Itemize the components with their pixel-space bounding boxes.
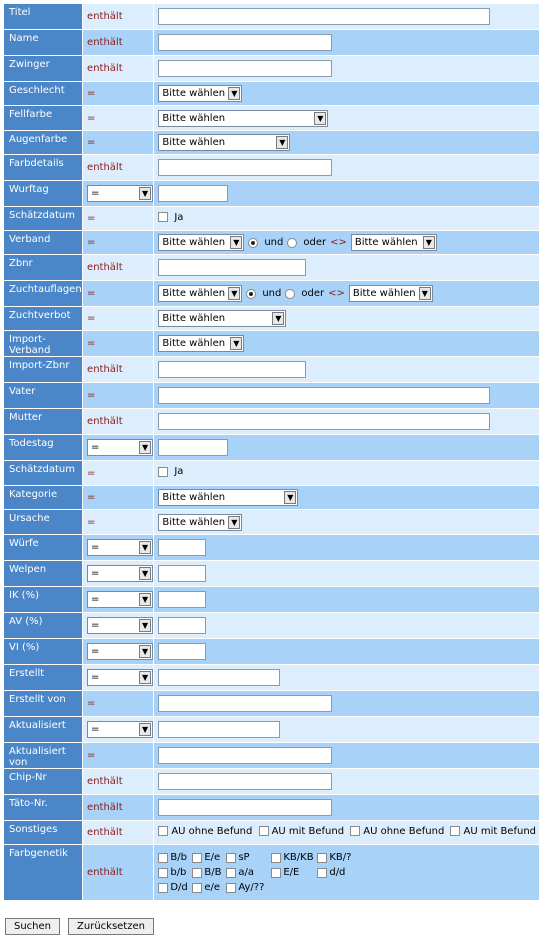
checkbox-label: KB/? xyxy=(329,852,352,863)
genetics-checkbox[interactable] xyxy=(158,852,192,863)
select-value: Bitte wählen xyxy=(162,338,226,349)
chevron-down-icon: ▼ xyxy=(284,491,296,504)
operator-label: = xyxy=(83,207,154,231)
select-value: Bitte wählen xyxy=(354,237,418,248)
row-farbgenetik xyxy=(4,845,540,901)
field-label: Aktualisiert von xyxy=(4,743,83,769)
ursache-select[interactable] xyxy=(158,514,242,531)
field-label: Zbnr xyxy=(4,255,83,281)
row-fellfarbe xyxy=(4,106,540,131)
genetics-checkbox[interactable] xyxy=(226,882,271,893)
field-label: Schätzdatum xyxy=(4,461,83,486)
zuchtauflagen-radio-und[interactable] xyxy=(246,288,281,299)
select-value: Bitte wählen xyxy=(162,112,226,124)
field-label: Geschlecht xyxy=(4,82,83,106)
aktualisiert-von-input[interactable] xyxy=(158,747,332,764)
field-label: Titel xyxy=(4,4,83,30)
field-label: Fellfarbe xyxy=(4,106,83,131)
row-sonstiges xyxy=(4,821,540,845)
field-label: VI (%) xyxy=(4,639,83,665)
field-label: Ursache xyxy=(4,510,83,535)
row-ursache xyxy=(4,510,540,535)
wuerfe-input[interactable] xyxy=(158,539,206,556)
search-form-table xyxy=(3,3,540,901)
radio-label: und xyxy=(264,237,284,248)
checkbox-icon xyxy=(158,826,168,836)
genetics-checkbox[interactable] xyxy=(317,867,357,878)
name-input[interactable] xyxy=(158,34,332,51)
row-geschlecht xyxy=(4,82,540,106)
schaetzdatum-checkbox-2[interactable] xyxy=(158,466,183,477)
row-name xyxy=(4,30,540,56)
checkbox-icon xyxy=(259,826,269,836)
row-erstellt xyxy=(4,665,540,691)
checkbox-label: d/d xyxy=(329,867,346,878)
operator-label: = xyxy=(83,82,154,106)
field-label: Wurftag xyxy=(4,181,83,207)
field-label: Augenfarbe xyxy=(4,131,83,155)
checkbox-label: Ja xyxy=(174,466,184,478)
genetics-checkbox[interactable] xyxy=(226,867,271,878)
field-label: Todestag xyxy=(4,435,83,461)
select-value: = xyxy=(91,188,100,199)
field-label: Täto-Nr. xyxy=(4,795,83,821)
field-label: Würfe xyxy=(4,535,83,561)
operator-label: enthält xyxy=(83,769,154,795)
row-wuerfe xyxy=(4,535,540,561)
select-value: = xyxy=(91,672,100,683)
field-label: Zwinger xyxy=(4,56,83,82)
operator-label: enthält xyxy=(83,821,154,845)
checkbox-icon xyxy=(192,883,202,893)
ik-operator-select[interactable] xyxy=(87,591,153,608)
row-wurftag xyxy=(4,181,540,207)
row-augenfarbe xyxy=(4,131,540,155)
checkbox-label: b/b xyxy=(170,867,187,878)
checkbox-icon xyxy=(158,467,168,477)
field-label: Chip-Nr xyxy=(4,769,83,795)
chevron-down-icon: ▼ xyxy=(314,112,326,125)
checkbox-icon xyxy=(158,212,168,222)
field-label: Import-Zbnr xyxy=(4,357,83,383)
field-label: Import-Verband xyxy=(4,331,83,357)
operator-label: = xyxy=(83,106,154,131)
field-label: Schätzdatum xyxy=(4,207,83,231)
row-av xyxy=(4,613,540,639)
checkbox-label: a/a xyxy=(238,867,254,878)
chevron-down-icon: ▼ xyxy=(423,236,435,249)
operator-label: enthält xyxy=(83,155,154,181)
zuchtauflagen-radio-oder[interactable] xyxy=(285,288,324,299)
select-value: Bitte wählen xyxy=(352,288,416,299)
zuchtauflagen-select-2[interactable] xyxy=(349,285,433,302)
field-label: Welpen xyxy=(4,561,83,587)
erstellt-von-input[interactable] xyxy=(158,695,332,712)
checkbox-label: AU ohne Befund xyxy=(171,825,253,837)
operator-label: = xyxy=(83,307,154,331)
aktualisiert-operator-select[interactable] xyxy=(87,721,153,738)
row-schaetzdatum xyxy=(4,207,540,231)
checkbox-icon xyxy=(450,826,460,836)
radio-icon xyxy=(287,238,297,248)
row-todestag xyxy=(4,435,540,461)
select-value: Bitte wählen xyxy=(162,237,226,248)
checkbox-icon xyxy=(158,853,168,863)
field-label: Farbgenetik xyxy=(4,845,83,901)
operator-label: enthält xyxy=(83,4,154,30)
checkbox-icon xyxy=(271,853,281,863)
chevron-down-icon: ▼ xyxy=(139,441,151,454)
welpen-input[interactable] xyxy=(158,565,206,582)
kategorie-select[interactable] xyxy=(158,489,298,506)
row-import-zbnr xyxy=(4,357,540,383)
row-vi xyxy=(4,639,540,665)
fellfarbe-select[interactable] xyxy=(158,110,328,127)
operator-label: enthält xyxy=(83,30,154,56)
field-label: IK (%) xyxy=(4,587,83,613)
sonstiges-checkbox[interactable] xyxy=(350,826,447,837)
checkbox-icon xyxy=(158,868,168,878)
chevron-down-icon: ▼ xyxy=(272,312,284,325)
chevron-down-icon: ▼ xyxy=(228,516,240,529)
select-value: = xyxy=(91,646,100,657)
row-welpen xyxy=(4,561,540,587)
row-mutter xyxy=(4,409,540,435)
radio-label: oder xyxy=(301,288,325,299)
vi-input[interactable] xyxy=(158,643,206,660)
select-value: = xyxy=(91,620,100,631)
augenfarbe-select[interactable] xyxy=(158,134,290,151)
genetics-checkbox[interactable] xyxy=(271,867,317,878)
select-value: = xyxy=(91,594,100,605)
reset-button[interactable]: Zurücksetzen xyxy=(68,918,154,935)
row-erstellt-von xyxy=(4,691,540,717)
radio-label: und xyxy=(262,288,282,299)
todestag-input[interactable] xyxy=(158,439,228,456)
sonstiges-checkbox[interactable] xyxy=(450,826,539,837)
select-value: = xyxy=(91,542,100,553)
field-label: AV (%) xyxy=(4,613,83,639)
checkbox-label: B/B xyxy=(204,867,222,878)
checkbox-icon xyxy=(317,853,327,863)
select-value: Bitte wählen xyxy=(162,137,226,148)
row-kategorie xyxy=(4,486,540,510)
chevron-down-icon: ▼ xyxy=(139,187,151,200)
chevron-down-icon: ▼ xyxy=(228,87,240,100)
schaetzdatum-checkbox[interactable] xyxy=(158,212,183,223)
zuchtverbot-select[interactable] xyxy=(158,310,286,327)
sonstiges-checkbox[interactable] xyxy=(158,826,255,837)
checkbox-icon xyxy=(226,868,236,878)
select-value: Bitte wählen xyxy=(162,492,226,503)
field-label: Zuchtauflagen xyxy=(4,281,83,307)
row-taeto-nr xyxy=(4,795,540,821)
genetics-checkbox[interactable] xyxy=(192,882,226,893)
chip-nr-input[interactable] xyxy=(158,773,332,790)
row-ik xyxy=(4,587,540,613)
checkbox-label: sP xyxy=(238,852,250,863)
chevron-down-icon: ▼ xyxy=(419,287,431,300)
checkbox-label: D/d xyxy=(170,882,188,893)
genetics-checkbox[interactable] xyxy=(317,852,357,863)
checkbox-label: KB/KB xyxy=(283,852,314,863)
operator-label: = xyxy=(83,743,154,769)
select-value: Bitte wählen xyxy=(162,88,226,99)
not-equal-label: <> xyxy=(330,237,347,248)
av-input[interactable] xyxy=(158,617,206,634)
row-titel xyxy=(4,4,540,30)
checkbox-label: AU mit Befund xyxy=(463,825,536,837)
vi-operator-select[interactable] xyxy=(87,643,153,660)
row-import-verband xyxy=(4,331,540,357)
checkbox-icon xyxy=(226,853,236,863)
operator-label: enthält xyxy=(83,795,154,821)
operator-label: enthält xyxy=(83,255,154,281)
operator-label: = xyxy=(83,231,154,255)
checkbox-icon xyxy=(350,826,360,836)
field-label: Farbdetails xyxy=(4,155,83,181)
form-buttons xyxy=(5,918,154,935)
radio-label: oder xyxy=(303,237,327,248)
row-zuchtauflagen xyxy=(4,281,540,307)
chevron-down-icon: ▼ xyxy=(230,236,242,249)
field-label: Zuchtverbot xyxy=(4,307,83,331)
select-value: Bitte wählen xyxy=(162,288,226,299)
av-operator-select[interactable] xyxy=(87,617,153,634)
import-zbnr-input[interactable] xyxy=(158,361,306,378)
chevron-down-icon: ▼ xyxy=(139,723,151,736)
select-value: Bitte wählen xyxy=(162,313,226,324)
operator-label: = xyxy=(83,281,154,307)
taeto-nr-input[interactable] xyxy=(158,799,332,816)
wuerfe-operator-select[interactable] xyxy=(87,539,153,556)
select-value: = xyxy=(91,442,100,453)
chevron-down-icon: ▼ xyxy=(139,619,151,632)
sonstiges-checkbox[interactable] xyxy=(259,826,348,837)
row-aktualisiert-von xyxy=(4,743,540,769)
verband-radio-und[interactable] xyxy=(248,237,283,248)
erstellt-operator-select[interactable] xyxy=(87,669,153,686)
chevron-down-icon: ▼ xyxy=(139,567,151,580)
farbdetails-input[interactable] xyxy=(158,159,332,176)
genetics-checkbox[interactable] xyxy=(192,867,226,878)
genetics-checkbox[interactable] xyxy=(158,882,192,893)
field-label: Kategorie xyxy=(4,486,83,510)
field-label: Name xyxy=(4,30,83,56)
chevron-down-icon: ▼ xyxy=(139,541,151,554)
wurftag-operator-select[interactable] xyxy=(87,185,153,202)
row-chip-nr xyxy=(4,769,540,795)
checkbox-icon xyxy=(192,868,202,878)
checkbox-label: AU ohne Befund xyxy=(363,825,445,837)
operator-label: = xyxy=(83,383,154,409)
checkbox-label: Ja xyxy=(174,211,184,223)
checkbox-label: B/b xyxy=(170,852,187,863)
row-vater xyxy=(4,383,540,409)
field-label: Erstellt von xyxy=(4,691,83,717)
wurftag-input[interactable] xyxy=(158,185,228,202)
zbnr-input[interactable] xyxy=(158,259,306,276)
field-label: Mutter xyxy=(4,409,83,435)
radio-icon xyxy=(246,289,256,299)
field-label: Verband xyxy=(4,231,83,255)
genetics-checkbox[interactable] xyxy=(192,852,226,863)
not-equal-label: <> xyxy=(328,288,345,299)
radio-icon xyxy=(285,289,295,299)
checkbox-icon xyxy=(158,883,168,893)
operator-label: = xyxy=(83,510,154,535)
select-value: Bitte wählen xyxy=(162,516,226,528)
operator-label: = xyxy=(83,691,154,717)
chevron-down-icon: ▼ xyxy=(228,287,240,300)
genetics-checkbox[interactable] xyxy=(271,852,317,863)
row-zbnr xyxy=(4,255,540,281)
search-button[interactable]: Suchen xyxy=(5,918,60,935)
vater-input[interactable] xyxy=(158,387,490,404)
row-zuchtverbot xyxy=(4,307,540,331)
verband-select-2[interactable] xyxy=(351,234,437,251)
row-aktualisiert xyxy=(4,717,540,743)
checkbox-label: e/e xyxy=(204,882,221,893)
aktualisiert-input[interactable] xyxy=(158,721,280,738)
checkbox-icon xyxy=(226,883,236,893)
checkbox-label: AU mit Befund xyxy=(271,825,345,837)
farbgenetik-grid xyxy=(158,847,539,898)
row-farbdetails xyxy=(4,155,540,181)
verband-radio-oder[interactable] xyxy=(287,237,326,248)
zuchtauflagen-select[interactable] xyxy=(158,285,242,302)
operator-label: enthält xyxy=(83,56,154,82)
geschlecht-select[interactable] xyxy=(158,85,242,102)
row-zwinger xyxy=(4,56,540,82)
select-value: = xyxy=(91,724,100,735)
genetics-checkbox[interactable] xyxy=(226,852,271,863)
checkbox-label: E/e xyxy=(204,852,221,863)
row-verband xyxy=(4,231,540,255)
verband-select[interactable] xyxy=(158,234,244,251)
radio-icon xyxy=(248,238,258,248)
operator-label: = xyxy=(83,461,154,486)
import-verband-select[interactable] xyxy=(158,335,244,352)
checkbox-icon xyxy=(317,868,327,878)
chevron-down-icon: ▼ xyxy=(139,645,151,658)
titel-input[interactable] xyxy=(158,8,490,25)
welpen-operator-select[interactable] xyxy=(87,565,153,582)
field-label: Sonstiges xyxy=(4,821,83,845)
select-value: = xyxy=(91,568,100,579)
operator-label: enthält xyxy=(83,357,154,383)
ik-input[interactable] xyxy=(158,591,206,608)
erstellt-input[interactable] xyxy=(158,669,280,686)
checkbox-label: E/E xyxy=(283,867,300,878)
row-schaetzdatum-2 xyxy=(4,461,540,486)
genetics-checkbox[interactable] xyxy=(158,867,192,878)
operator-label: = xyxy=(83,131,154,155)
operator-label: = xyxy=(83,331,154,357)
operator-label: enthält xyxy=(83,409,154,435)
field-label: Aktualisiert xyxy=(4,717,83,743)
operator-label: enthält xyxy=(83,845,154,901)
todestag-operator-select[interactable] xyxy=(87,439,153,456)
zwinger-input[interactable] xyxy=(158,60,332,77)
chevron-down-icon: ▼ xyxy=(230,337,242,350)
operator-label: = xyxy=(83,486,154,510)
checkbox-label: Ay/?? xyxy=(238,882,265,893)
chevron-down-icon: ▼ xyxy=(276,136,288,149)
field-label: Erstellt xyxy=(4,665,83,691)
chevron-down-icon: ▼ xyxy=(139,671,151,684)
chevron-down-icon: ▼ xyxy=(139,593,151,606)
checkbox-icon xyxy=(271,868,281,878)
checkbox-icon xyxy=(192,853,202,863)
field-label: Vater xyxy=(4,383,83,409)
mutter-input[interactable] xyxy=(158,413,490,430)
